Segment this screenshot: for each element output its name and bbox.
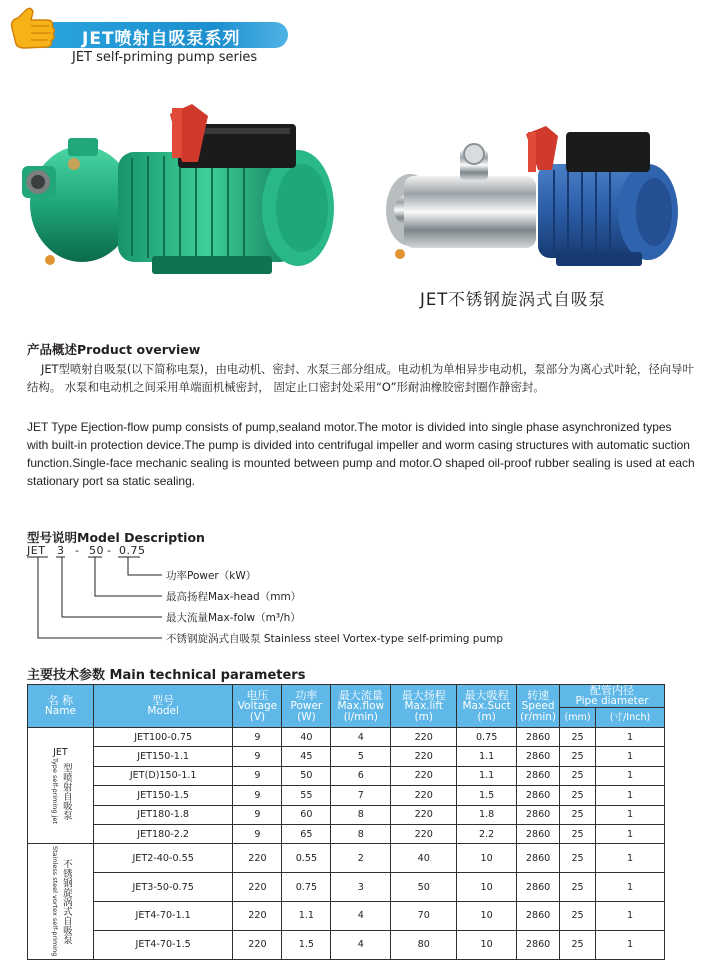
- cell-max-lift: 220: [391, 747, 457, 766]
- col-header-max-flow: 最大流量 Max.flow (l/min): [331, 685, 391, 728]
- cell-max-suct: 10: [457, 873, 517, 902]
- overview-text-en: JET Type Ejection-flow pump consists of pump,sealand motor.The motor is divided into single phase asynchronized types with built-in protection device.The pump is divided into centrifugal impeller and worm casing structures with automatic suction function.Single-face mechanic sealing is mounted between pump and motor.O shaped oil-proof rubber sealing is used at each stationary port sa static sealing.: [27, 420, 695, 488]
- col-header-pipe-diameter: 配管内径 Pipe diameter: [560, 685, 665, 708]
- cell-max-suct: 0.75: [457, 728, 517, 747]
- thumbs-up-icon: [4, 6, 64, 56]
- cell-voltage: 220: [233, 873, 282, 902]
- cell-power: 45: [282, 747, 331, 766]
- cell-max-suct: 1.5: [457, 786, 517, 805]
- model-code-power: 0.75: [119, 544, 146, 557]
- page-subtitle: JET self-priming pump series: [72, 50, 258, 65]
- table-row: [28, 930, 665, 959]
- cell-model: JET150-1.1: [93, 747, 233, 766]
- table-row: [28, 766, 665, 785]
- cell-pipe-inch: 1: [596, 844, 665, 873]
- stainless-steel-pump-image: [370, 124, 688, 274]
- cell-speed: 2860: [517, 902, 560, 931]
- table-row: [28, 873, 665, 902]
- model-code-flow: 3: [57, 544, 65, 557]
- cell-power: 55: [282, 786, 331, 805]
- parameters-table: [27, 684, 665, 960]
- cell-max-lift: 220: [391, 824, 457, 843]
- cell-speed: 2860: [517, 844, 560, 873]
- cell-voltage: 9: [233, 824, 282, 843]
- cell-max-suct: 1.1: [457, 766, 517, 785]
- table-row: [28, 902, 665, 931]
- cell-max-flow: 2: [331, 844, 391, 873]
- group1-label-cn: 型喷射自吸泵: [60, 762, 72, 820]
- cell-max-lift: 40: [391, 844, 457, 873]
- cell-speed: 2860: [517, 786, 560, 805]
- cell-model: JET150-1.5: [93, 786, 233, 805]
- cell-pipe-inch: 1: [596, 728, 665, 747]
- cell-voltage: 9: [233, 728, 282, 747]
- cell-max-flow: 6: [331, 766, 391, 785]
- model-label-type: 不锈钢旋涡式自吸泵 Stainless steel Vortex-type self-priming pump: [166, 633, 504, 645]
- col-header-pipe-mm: (mm): [560, 708, 596, 728]
- cell-max-flow: 3: [331, 873, 391, 902]
- cell-speed: 2860: [517, 747, 560, 766]
- cell-pipe-inch: 1: [596, 766, 665, 785]
- cell-pipe-mm: 25: [560, 747, 596, 766]
- cell-power: 60: [282, 805, 331, 824]
- cell-speed: 2860: [517, 766, 560, 785]
- model-code-head: 50: [89, 544, 104, 557]
- model-code-dash: -: [75, 544, 80, 557]
- cell-pipe-mm: 25: [560, 728, 596, 747]
- cell-power: 50: [282, 766, 331, 785]
- cell-max-lift: 70: [391, 902, 457, 931]
- green-jet-pump-image: [22, 104, 340, 284]
- cell-pipe-inch: 1: [596, 747, 665, 766]
- cell-max-flow: 4: [331, 930, 391, 959]
- cell-power: 1.5: [282, 930, 331, 959]
- cell-speed: 2860: [517, 728, 560, 747]
- cell-pipe-mm: 25: [560, 930, 596, 959]
- cell-power: 0.75: [282, 873, 331, 902]
- model-label-max-head: 最高扬程Max-head（mm）: [166, 591, 302, 603]
- model-description-heading: 型号说明Model Description: [27, 530, 205, 545]
- cell-max-flow: 5: [331, 747, 391, 766]
- cell-power: 65: [282, 824, 331, 843]
- cell-model: JET100-0.75: [93, 728, 233, 747]
- col-header-name: 名 称 Name: [28, 685, 94, 728]
- cell-pipe-inch: 1: [596, 824, 665, 843]
- cell-model: JET4-70-1.1: [93, 902, 233, 931]
- cell-max-suct: 2.2: [457, 824, 517, 843]
- cell-power: 1.1: [282, 902, 331, 931]
- cell-max-lift: 220: [391, 766, 457, 785]
- group1-label-top: JET: [53, 747, 68, 759]
- cell-model: JET4-70-1.5: [93, 930, 233, 959]
- cell-pipe-mm: 25: [560, 902, 596, 931]
- cell-voltage: 220: [233, 902, 282, 931]
- cell-max-suct: 10: [457, 930, 517, 959]
- col-header-model: 型号 Model: [93, 685, 233, 728]
- table-row: [28, 786, 665, 805]
- cell-max-flow: 7: [331, 786, 391, 805]
- cell-voltage: 220: [233, 844, 282, 873]
- cell-pipe-inch: 1: [596, 786, 665, 805]
- cell-voltage: 9: [233, 786, 282, 805]
- cell-power: 0.55: [282, 844, 331, 873]
- cell-pipe-mm: 25: [560, 824, 596, 843]
- cell-max-lift: 220: [391, 786, 457, 805]
- cell-max-suct: 1.1: [457, 747, 517, 766]
- col-header-power: 功率 Power (W): [282, 685, 331, 728]
- cell-max-flow: 8: [331, 805, 391, 824]
- group-name-cell: [28, 728, 94, 844]
- cell-speed: 2860: [517, 930, 560, 959]
- col-header-voltage: 电压 Voltage (V): [233, 685, 282, 728]
- cell-max-flow: 4: [331, 728, 391, 747]
- col-header-pipe-inch: (寸/Inch): [596, 708, 665, 728]
- table-row: [28, 728, 665, 747]
- cell-speed: 2860: [517, 805, 560, 824]
- cell-pipe-inch: 1: [596, 805, 665, 824]
- cell-pipe-mm: 25: [560, 805, 596, 824]
- cell-power: 40: [282, 728, 331, 747]
- cell-speed: 2860: [517, 824, 560, 843]
- cell-max-suct: 10: [457, 844, 517, 873]
- cell-voltage: 9: [233, 766, 282, 785]
- cell-max-flow: 4: [331, 902, 391, 931]
- cell-pipe-mm: 25: [560, 786, 596, 805]
- cell-max-lift: 220: [391, 728, 457, 747]
- cell-max-suct: 10: [457, 902, 517, 931]
- model-code-dash: -: [107, 544, 112, 557]
- cell-voltage: 9: [233, 747, 282, 766]
- cell-pipe-mm: 25: [560, 844, 596, 873]
- table-row: [28, 824, 665, 843]
- group-name-cell: [28, 844, 94, 959]
- group2-label-en: Stainless steel vortex self-priming: [50, 846, 59, 957]
- overview-heading: 产品概述Product overview: [27, 342, 201, 357]
- cell-model: JET(D)150-1.1: [93, 766, 233, 785]
- parameters-heading: 主要技术参数 Main technical parameters: [27, 668, 306, 683]
- cell-voltage: 220: [233, 930, 282, 959]
- col-header-max-lift: 最大扬程 Max.lift (m): [391, 685, 457, 728]
- cell-pipe-inch: 1: [596, 873, 665, 902]
- cell-model: JET2-40-0.55: [93, 844, 233, 873]
- table-row: [28, 805, 665, 824]
- steel-pump-caption: JET不锈钢旋涡式自吸泵: [420, 290, 606, 309]
- cell-pipe-inch: 1: [596, 930, 665, 959]
- page-title: JET喷射自吸泵系列: [82, 29, 241, 49]
- cell-max-suct: 1.8: [457, 805, 517, 824]
- group1-label-en: Type self-priming jet: [50, 758, 59, 825]
- col-header-speed: 转速 Speed (r/min): [517, 685, 560, 728]
- cell-max-lift: 220: [391, 805, 457, 824]
- cell-pipe-inch: 1: [596, 902, 665, 931]
- cell-speed: 2860: [517, 873, 560, 902]
- table-row: [28, 844, 665, 873]
- cell-model: JET3-50-0.75: [93, 873, 233, 902]
- cell-pipe-mm: 25: [560, 873, 596, 902]
- model-code-series: JET: [27, 544, 46, 557]
- cell-max-lift: 80: [391, 930, 457, 959]
- cell-model: JET180-2.2: [93, 824, 233, 843]
- cell-model: JET180-1.8: [93, 805, 233, 824]
- model-label-max-flow: 最大流量Max-folw（m³/h）: [166, 612, 301, 624]
- group2-label-cn: 不锈钢旋涡式自吸泵: [60, 858, 72, 945]
- col-header-max-suct: 最大吸程 Max.Suct (m): [457, 685, 517, 728]
- cell-max-lift: 50: [391, 873, 457, 902]
- table-row: [28, 747, 665, 766]
- cell-max-flow: 8: [331, 824, 391, 843]
- model-label-power: 功率Power（kW）: [166, 570, 257, 582]
- overview-text-cn: JET型喷射自吸泵(以下简称电泵)，由电动机、密封、水泵三部分组成。电动机为单相异步电动机，泵部分为离心式叶轮，径向导叶结构。 水泵和电动机之间采用单端面机械密封， 固定止口密封处采用“O”形耐油橡胶密封圈作静密封。: [27, 362, 694, 394]
- cell-pipe-mm: 25: [560, 766, 596, 785]
- cell-voltage: 9: [233, 805, 282, 824]
